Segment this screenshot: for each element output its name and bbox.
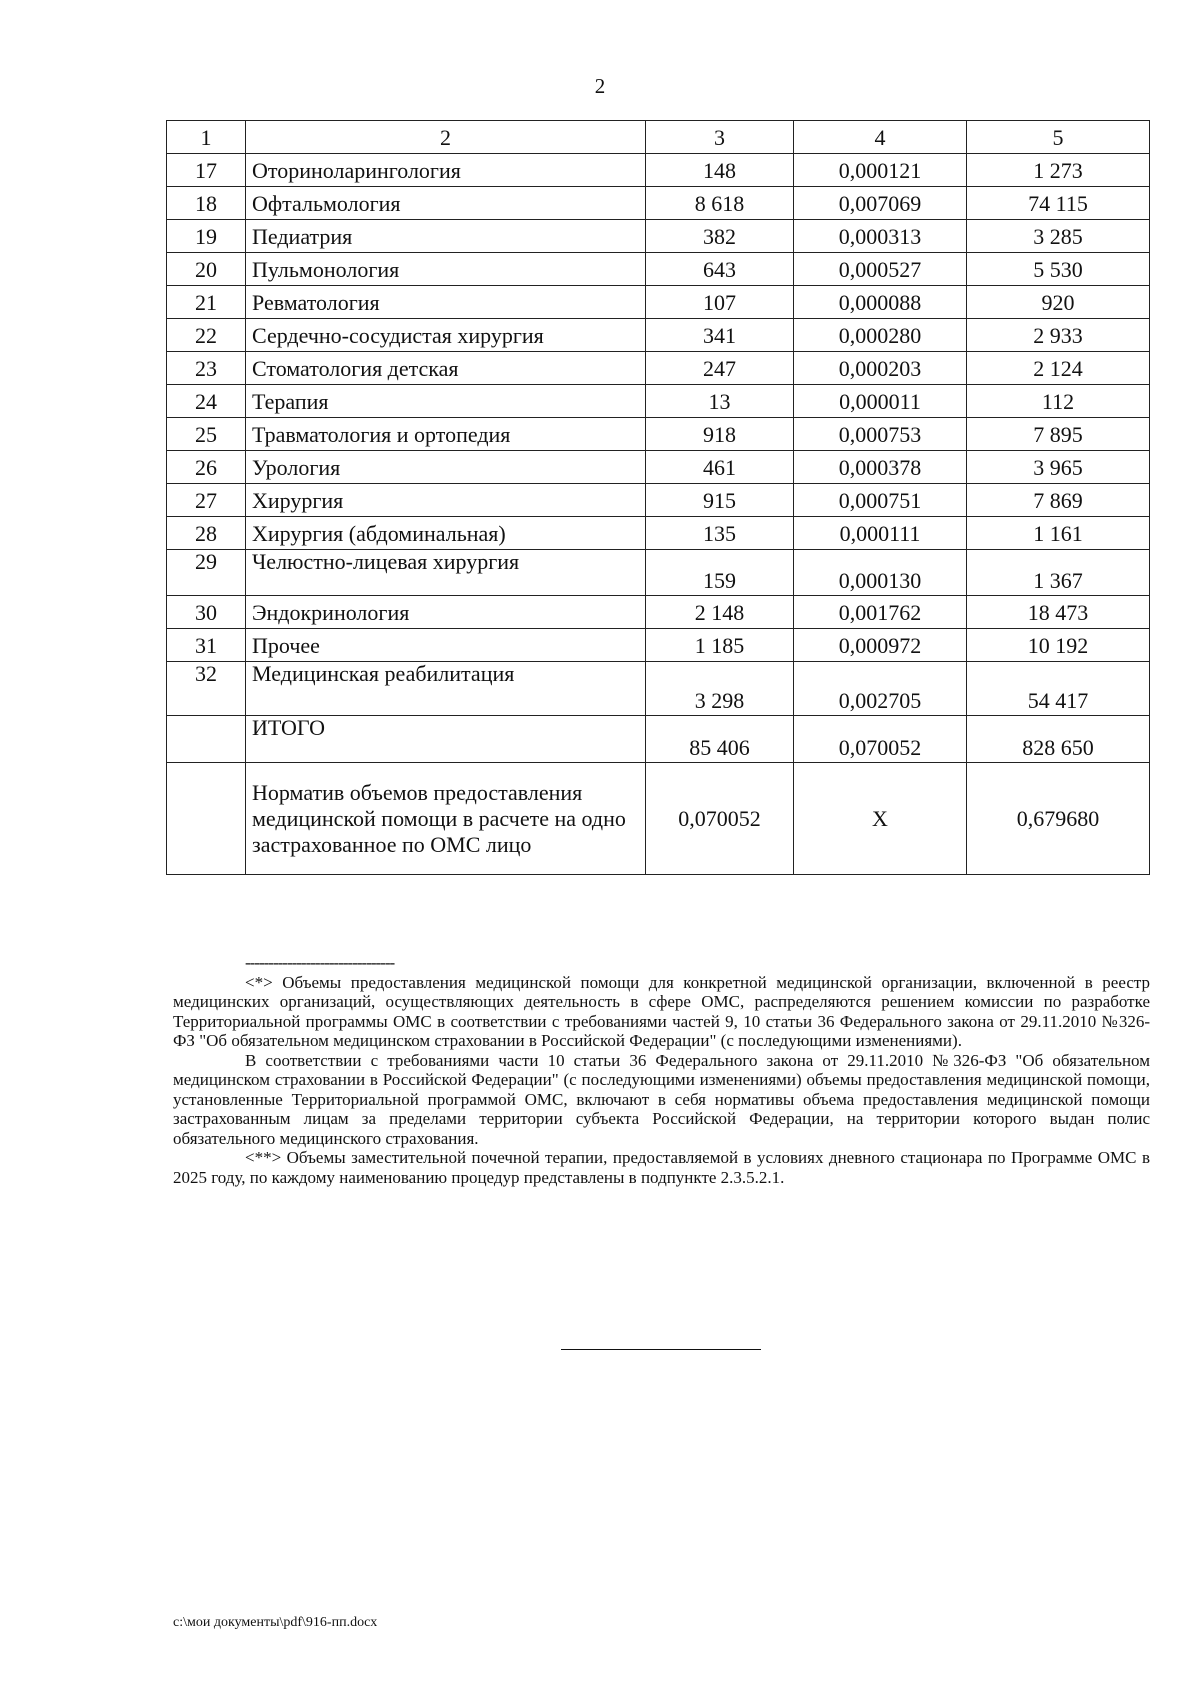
row-value-4: 0,000011 (794, 385, 967, 418)
row-value-4: 0,000378 (794, 451, 967, 484)
page-number: 2 (594, 74, 606, 98)
row-name: Ревматология (246, 286, 646, 319)
row-value-3: 382 (646, 220, 794, 253)
row-name: Хирургия (246, 484, 646, 517)
row-value-4: 0,000111 (794, 517, 967, 550)
row-value-5: 920 (967, 286, 1150, 319)
row-name: Стоматология детская (246, 352, 646, 385)
row-name: Челюстно-лицевая хирургия (246, 550, 646, 596)
row-value-5: 7 895 (967, 418, 1150, 451)
row-name: Эндокринология (246, 596, 646, 629)
row-number: 24 (167, 385, 246, 418)
volume-table (166, 120, 1150, 875)
row-value-5: 54 417 (967, 662, 1150, 716)
row-name: Пульмонология (246, 253, 646, 286)
row-value-3: 107 (646, 286, 794, 319)
table-row (167, 550, 1150, 596)
row-value-3: 2 148 (646, 596, 794, 629)
table-row (167, 352, 1150, 385)
norm-value-3: 0,070052 (646, 763, 794, 875)
row-value-5: 5 530 (967, 253, 1150, 286)
table-row (167, 319, 1150, 352)
row-name: Оториноларингология (246, 154, 646, 187)
row-name: Педиатрия (246, 220, 646, 253)
header-cell: 2 (246, 121, 646, 154)
norm-row (167, 763, 1150, 875)
end-line (561, 1349, 761, 1350)
row-value-4: 0,001762 (794, 596, 967, 629)
row-value-5: 74 115 (967, 187, 1150, 220)
row-value-3: 13 (646, 385, 794, 418)
header-cell: 3 (646, 121, 794, 154)
row-value-4: 0,007069 (794, 187, 967, 220)
row-value-4: 0,002705 (794, 662, 967, 716)
row-value-3: 159 (646, 550, 794, 596)
row-number: 28 (167, 517, 246, 550)
row-value-4: 0,000130 (794, 550, 967, 596)
total-label: ИТОГО (246, 716, 646, 763)
table-row (167, 187, 1150, 220)
row-name: Прочее (246, 629, 646, 662)
row-value-4: 0,000121 (794, 154, 967, 187)
row-value-4: 0,000203 (794, 352, 967, 385)
row-value-3: 148 (646, 154, 794, 187)
row-value-5: 3 285 (967, 220, 1150, 253)
table-row (167, 253, 1150, 286)
table-row (167, 154, 1150, 187)
norm-value-5: 0,679680 (967, 763, 1150, 875)
row-number: 22 (167, 319, 246, 352)
row-number: 21 (167, 286, 246, 319)
row-value-4: 0,000088 (794, 286, 967, 319)
table-row (167, 484, 1150, 517)
row-value-3: 8 618 (646, 187, 794, 220)
row-value-5: 112 (967, 385, 1150, 418)
table-header-row (167, 121, 1150, 154)
footnote-2: В соответствии с требованиями части 10 статьи 36 Федерального закона от 29.11.2010 №326-ФЗ "Об обязательном медицинском страховании в Российской Федерации" (с последующими изменениями) объемы предоставления медицинской помощи, установленные Территориальной программой ОМС, включают в себя нормативы объема предоставления медицинской помощи застрахованным лицам за пределами территории субъекта Российской Федерации, на территории которого выдан полис обязательного медицинского страхования. (173, 1050, 1150, 1148)
row-value-4: 0,000313 (794, 220, 967, 253)
row-value-3: 918 (646, 418, 794, 451)
row-number: 25 (167, 418, 246, 451)
row-value-4: 0,000972 (794, 629, 967, 662)
row-value-3: 461 (646, 451, 794, 484)
total-value-4: 0,070052 (794, 716, 967, 763)
row-name: Урология (246, 451, 646, 484)
row-number: 31 (167, 629, 246, 662)
row-number: 26 (167, 451, 246, 484)
row-value-5: 1 161 (967, 517, 1150, 550)
row-number: 19 (167, 220, 246, 253)
total-number-cell (167, 716, 246, 763)
row-value-4: 0,000753 (794, 418, 967, 451)
row-value-5: 1 273 (967, 154, 1150, 187)
total-row (167, 716, 1150, 763)
footnote-separator: -------------------------------- (245, 953, 395, 972)
row-name: Хирургия (абдоминальная) (246, 517, 646, 550)
header-cell: 5 (967, 121, 1150, 154)
row-number: 17 (167, 154, 246, 187)
row-name: Травматология и ортопедия (246, 418, 646, 451)
row-value-5: 2 124 (967, 352, 1150, 385)
table-row (167, 418, 1150, 451)
norm-number-cell (167, 763, 246, 875)
row-name: Офтальмология (246, 187, 646, 220)
row-value-3: 915 (646, 484, 794, 517)
total-value-5: 828 650 (967, 716, 1150, 763)
row-value-3: 247 (646, 352, 794, 385)
row-value-5: 7 869 (967, 484, 1150, 517)
row-number: 29 (167, 550, 246, 596)
row-value-5: 10 192 (967, 629, 1150, 662)
row-value-3: 643 (646, 253, 794, 286)
row-name: Терапия (246, 385, 646, 418)
row-number: 30 (167, 596, 246, 629)
row-value-3: 341 (646, 319, 794, 352)
footnote-1: <*> Объемы предоставления медицинской помощи для конкретной медицинской организации, включенной в реестр медицинских организаций, осуществляющих деятельность в сфере ОМС, распределяются решением комиссии по разработке Территориальной программы ОМС в соответствии с требованиями частей 9, 10 статьи 36 Федерального закона от 29.11.2010 №326-ФЗ "Об обязательном медицинском страховании в Российской Федерации" (с последующими изменениями). (173, 972, 1150, 1050)
table-row (167, 451, 1150, 484)
header-cell: 4 (794, 121, 967, 154)
row-number: 18 (167, 187, 246, 220)
row-value-3: 3 298 (646, 662, 794, 716)
table-row (167, 286, 1150, 319)
row-value-4: 0,000527 (794, 253, 967, 286)
file-path: c:\мои документы\pdf\916-пп.docx (173, 1615, 378, 1630)
row-number: 27 (167, 484, 246, 517)
total-value-3: 85 406 (646, 716, 794, 763)
table-row (167, 596, 1150, 629)
row-number: 32 (167, 662, 246, 716)
row-name: Медицинская реабилитация (246, 662, 646, 716)
row-name: Сердечно-сосудистая хирургия (246, 319, 646, 352)
row-number: 20 (167, 253, 246, 286)
footnote-3: <**> Объемы заместительной почечной терапии, предоставляемой в условиях дневного стационара по Программе ОМС в 2025 году, по каждому наименованию процедур представлены в подпункте 2.3.5.2.1. (173, 1148, 1150, 1187)
table-row (167, 629, 1150, 662)
row-number: 23 (167, 352, 246, 385)
footnotes (173, 953, 1150, 1187)
row-value-3: 1 185 (646, 629, 794, 662)
row-value-5: 18 473 (967, 596, 1150, 629)
table-row (167, 220, 1150, 253)
row-value-5: 1 367 (967, 550, 1150, 596)
table-row (167, 662, 1150, 716)
row-value-4: 0,000751 (794, 484, 967, 517)
header-cell: 1 (167, 121, 246, 154)
row-value-5: 2 933 (967, 319, 1150, 352)
norm-label: Норматив объемов предоставления медицинской помощи в расчете на одно застрахованное по ОМС лицо (246, 763, 646, 875)
row-value-5: 3 965 (967, 451, 1150, 484)
row-value-4: 0,000280 (794, 319, 967, 352)
table-row (167, 517, 1150, 550)
row-value-3: 135 (646, 517, 794, 550)
norm-value-4: Х (794, 763, 967, 875)
table-row (167, 385, 1150, 418)
